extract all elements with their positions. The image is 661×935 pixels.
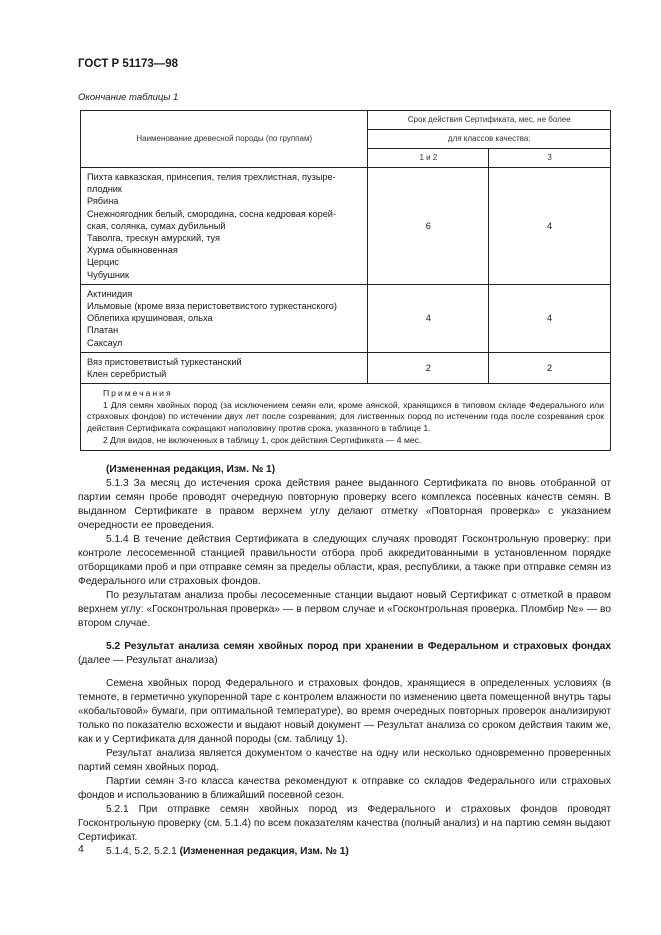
species-line: ская, солянка, сумах дубильный xyxy=(87,220,226,231)
paragraph-5-2-class-3: Партии семян 3-го класса качества рекомендуют к отправке со складов Федерального или страховых фондов и использованию в ближайший посевной сезон. xyxy=(78,776,611,801)
note-1: 1 Для семян хвойных пород (за исключением семян ели, кроме аянской, хранящихся в типовом складе Федерального или страховых фондов) по истечении двух лет после созревания; для лиственных пород по истечении года после созревания срок действия Сертификата сокращают наполовину против срока, указанного в таблице 1. xyxy=(87,399,604,434)
column-header-class-1-2: 1 и 2 xyxy=(368,149,489,168)
table-notes xyxy=(81,384,611,451)
certificate-validity-table xyxy=(80,110,611,451)
column-header-species: Наименование древесной породы (по группам) xyxy=(81,111,368,168)
species-cell xyxy=(81,284,368,352)
value-class-1-2: 2 xyxy=(368,352,489,383)
amendment-note: (Измененная редакция, Изм. № 1) xyxy=(106,464,276,475)
species-line: Снежноягодник белый, смородина, сосна кедровая корей- xyxy=(87,208,337,219)
section-heading-tail: (далее — Результат анализа) xyxy=(78,655,218,666)
species-line: Рябина xyxy=(87,196,119,207)
species-line: Хурма обыкновенная xyxy=(87,245,178,256)
section-heading-5-2 xyxy=(78,640,611,668)
note-2: 2 Для видов, не включенных в таблицу 1, срок действия Сертификата — 4 мес. xyxy=(103,434,422,445)
amendment-note-final xyxy=(78,845,611,859)
value-class-3: 4 xyxy=(489,168,611,285)
page-number: 4 xyxy=(78,843,84,855)
table-row xyxy=(81,352,611,383)
species-line: Вяз пристоветвистый туркестанский xyxy=(87,356,242,367)
paragraph-5-1-4-results: По результатам анализа пробы лесосеменные станции выдают новый Сертификат с отметкой в правом верхнем углу: «Госконтрольная проверка» — в первом случае и «Госконтрольная проверка. Пломбир №» — во втором случае. xyxy=(78,590,611,629)
value-class-1-2: 6 xyxy=(368,168,489,285)
paragraph-5-1-3: 5.1.3 За месяц до истечения срока действия ранее выданного Сертификата по вновь отобранной от партии семян пробе проводят очередную повторную проверку всего комплекса посевных качеств семян. В выданном Сертификате в правом верхнем углу делают отметку «Повторная проверка» с указанием очередности ее проведения. xyxy=(78,478,611,531)
species-cell xyxy=(81,168,368,285)
table-caption: Окончание таблицы 1 xyxy=(78,92,179,103)
document-header: ГОСТ Р 51173—98 xyxy=(78,58,179,70)
species-line: Актинидия xyxy=(87,288,133,299)
species-line: Таволга, трескун амурский, туя xyxy=(87,233,220,244)
paragraph-5-1-4: 5.1.4 В течение действия Сертификата в следующих случаях проводят Госконтрольную проверку: при контроле лесосеменной станцией правильности отбора проб аккредитованными в установленном порядке отборщиками проб и при отправке семян за пределы области, края, республики, а также при отправке семян из Федерального или страховых фондов. xyxy=(78,534,611,587)
species-line: Саксаул xyxy=(87,337,123,348)
table-row xyxy=(81,284,611,352)
amendment-label: (Измененная редакция, Изм. № 1) xyxy=(179,846,349,857)
species-line: Церцис xyxy=(87,257,120,268)
table-notes-row xyxy=(81,384,611,451)
table-row xyxy=(81,168,611,285)
paragraph-5-2-storage: Семена хвойных пород Федерального и страховых фондов, хранящиеся в определенных условиях (в темноте, в герметично укупоренной таре с контролем влажности по изменению цвета помещенной внутрь тары «кобальтовой» бумаги, при оптимальной температуре), во время очередных повторных проверок анализируют только по показателю всхожести и выдают новый документ — Результат анализа со сроком действия таким же, как и у Сертификата для данной породы (см. таблицу 1). xyxy=(78,678,611,745)
paragraph-5-2-1: 5.2.1 При отправке семян хвойных пород из Федерального и страховых фондов проводят Госконтрольную проверку (см. 5.1.4) по всем показателям качества (полный анализ) и на партию семян выдают Сертификат. xyxy=(78,804,611,843)
species-cell xyxy=(81,352,368,383)
species-line: Платан xyxy=(87,325,119,336)
species-line: Клен серебристый xyxy=(87,369,167,380)
section-heading-title: 5.2 Результат анализа семян хвойных пород при хранении в Федеральном и страховых фондах xyxy=(106,641,611,652)
notes-title: Примечания xyxy=(103,388,173,399)
species-line: Пихта кавказская, принсепия, телия трехлистная, пузыре- xyxy=(87,172,336,182)
column-header-period: Срок действия Сертификата, мес, не более xyxy=(368,111,611,130)
species-line: Чубушник xyxy=(87,269,130,280)
value-class-1-2: 4 xyxy=(368,284,489,352)
paragraph-5-2-document: Результат анализа является документом о качестве на одну или несколько одновременно проверенных партий семян хвойных пород. xyxy=(78,748,611,773)
value-class-3: 2 xyxy=(489,352,611,383)
column-header-classes: для классов качества: xyxy=(368,130,611,149)
species-line: Ильмовые (кроме вяза перистоветвистого туркестанского) xyxy=(87,301,337,312)
value-class-3: 4 xyxy=(489,284,611,352)
amendment-refs: 5.1.4, 5.2, 5.2.1 xyxy=(106,846,180,857)
species-line: Облепиха крушиновая, ольха xyxy=(87,313,213,324)
species-line: плодник xyxy=(87,184,122,195)
column-header-class-3: 3 xyxy=(489,149,611,168)
main-text xyxy=(78,463,611,859)
